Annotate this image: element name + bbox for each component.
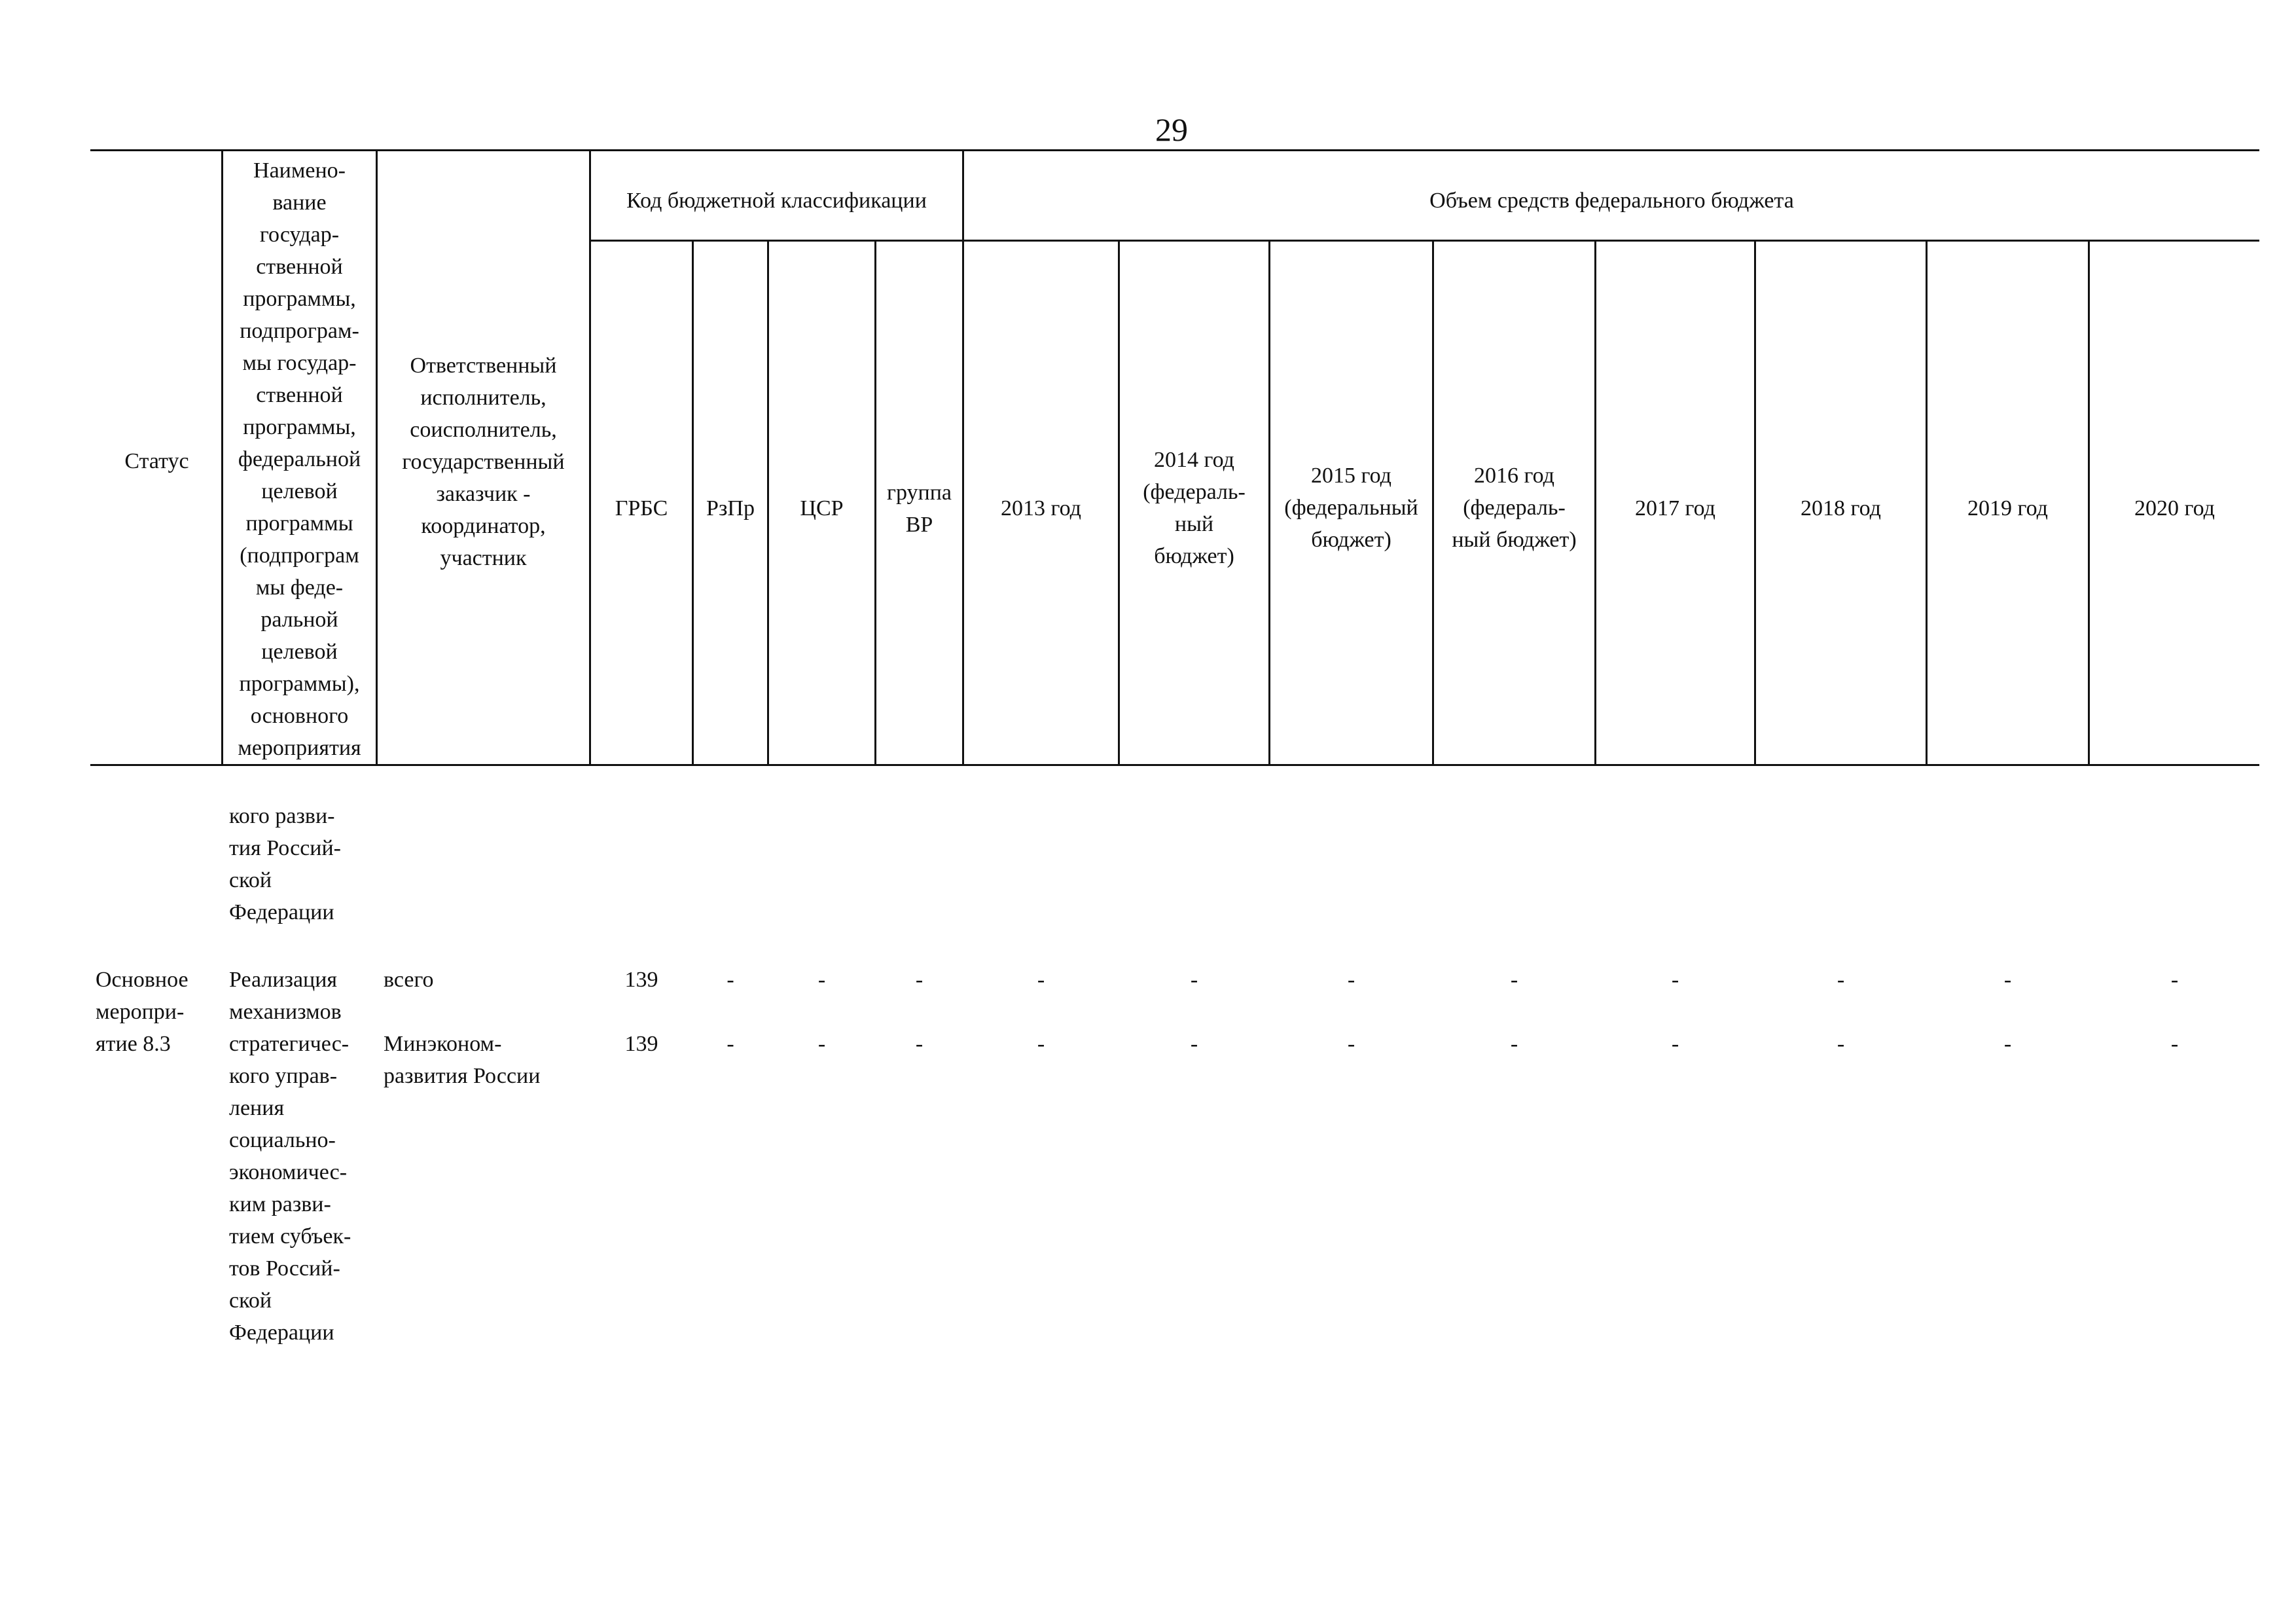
header-responsible: Ответственный исполнитель, соисполнитель, государственный заказчик - координатор, участник [402, 354, 565, 570]
header-csr: ЦСР [800, 496, 844, 520]
header-year-2015: 2015 год (федеральный бюджет) [1284, 464, 1418, 552]
row-responsible: всего [384, 968, 434, 992]
header-year-2017: 2017 год [1635, 496, 1715, 520]
row-2019: - [2003, 968, 2012, 992]
continuation-text: кого разви- тия Россий- ской Федерации [229, 804, 341, 924]
header-year-2013: 2013 год [1001, 496, 1081, 520]
row-2018: - [1837, 968, 1845, 992]
row-2015: - [1347, 1032, 1355, 1056]
row-2015: - [1347, 968, 1355, 992]
column-divider [589, 149, 591, 766]
header-year-2014: 2014 год (федераль- ный бюджет) [1143, 448, 1246, 568]
header-grbs: ГРБС [615, 496, 668, 520]
row-2014: - [1190, 1032, 1198, 1056]
table-top-rule [90, 149, 2259, 151]
row-2019: - [2003, 1032, 2012, 1056]
row-rzpr: - [726, 968, 734, 992]
header-budget-code-group: Код бюджетной классификации [626, 189, 927, 213]
page-number: 29 [1155, 111, 1188, 148]
row-grbs: 139 [624, 968, 658, 992]
row-2013: - [1037, 968, 1045, 992]
header-program-name: Наимено- вание государ- ственной программы, подпрограм- мы государ- ственной программы, федеральной целевой программы (подпрограм мы феде- ральной целевой программы), основного мероприятия [238, 158, 361, 760]
row-rzpr: - [726, 1032, 734, 1056]
column-divider [962, 149, 964, 766]
row-2020: - [2170, 1032, 2179, 1056]
header-bottom-rule [90, 764, 2259, 766]
row-2014: - [1190, 968, 1198, 992]
header-vr: группа ВР [887, 481, 952, 537]
header-year-2019: 2019 год [1967, 496, 2048, 520]
row-grbs: 139 [624, 1032, 658, 1056]
header-year-2016: 2016 год (федераль- ный бюджет) [1452, 464, 1577, 552]
row-2020: - [2170, 968, 2179, 992]
row-vr: - [915, 1032, 924, 1056]
row-2017: - [1671, 968, 1679, 992]
row-csr: - [817, 968, 826, 992]
header-budget-volume-group: Объем средств федерального бюджета [1429, 189, 1794, 213]
row-2016: - [1510, 1032, 1518, 1056]
row-2018: - [1837, 1032, 1845, 1056]
row-2016: - [1510, 968, 1518, 992]
row-vr: - [915, 968, 924, 992]
row-2013: - [1037, 1032, 1045, 1056]
row-responsible: Минэконом- развития России [384, 1032, 541, 1088]
row-csr: - [817, 1032, 826, 1056]
header-status: Статус [124, 449, 189, 473]
activity-status: Основное меропри- ятие 8.3 [96, 968, 188, 1056]
activity-name: Реализация механизмов стратегичес- кого управ- ления социально- экономичес- ким разви- тием субъек- тов Россий- ской Федерации [229, 968, 351, 1345]
header-group-rule [590, 240, 2259, 242]
row-2017: - [1671, 1032, 1679, 1056]
header-year-2020: 2020 год [2134, 496, 2215, 520]
header-rzpr: РзПр [706, 496, 755, 520]
header-year-2018: 2018 год [1801, 496, 1881, 520]
